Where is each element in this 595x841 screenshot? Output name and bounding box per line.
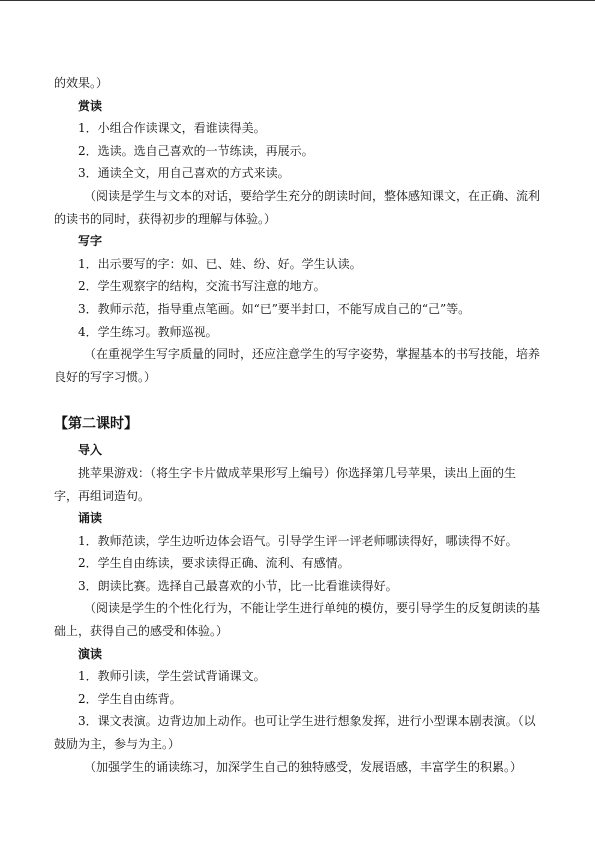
list-item: 3．教师示范，指导重点笔画。如“已”要半封口，不能写成自己的“己”等。 (78, 301, 471, 316)
list-item: 2．学生自由练读，要求读得正确、流利、有感情。 (78, 556, 350, 571)
note-line: （阅读是学生与文本的对话，要给学生充分的朗读时间，整体感知课文，在正确、流利 (84, 188, 541, 203)
list-item: 1．小组合作读课文，看谁读得美。 (78, 121, 266, 136)
note-line: 的读书的同时，获得初步的理解与体验。） (54, 211, 277, 226)
intro-text: 挑苹果游戏：（将生字卡片做成苹果形写上编号）你选择第几号苹果，读出上面的生 (78, 465, 517, 480)
lesson-title: 【第二课时】 (54, 416, 138, 433)
intro-text: 字，再组词造句。 (54, 488, 151, 503)
list-item: 2．学生观察字的结构，交流书写注意的地方。 (78, 279, 326, 294)
list-item-continuation: 鼓励为主，参与为主。） (54, 737, 181, 752)
note-line: （加强学生的诵读练习，加深学生自己的独特感受，发展语感，丰富学生的积累。） (84, 759, 523, 774)
section-heading-intro: 导入 (78, 443, 103, 458)
document-body (54, 72, 544, 778)
list-item: 1．出示要写的字：如、已、娃、纷、好。学生认读。 (78, 256, 362, 271)
list-item: 1．教师引读，学生尝试背诵课文。 (78, 669, 266, 684)
top-rule (0, 0, 595, 1)
list-item: 1．教师范读，学生边听边体会语气。引导学生评一评老师哪读得好，哪读得不好。 (78, 533, 518, 548)
section-heading-appreciate: 赏读 (78, 98, 103, 113)
list-item: 3．通读全文，用自己喜欢的方式来读。 (78, 166, 290, 181)
section-heading-writing: 写字 (78, 234, 103, 249)
list-item: 3．课文表演。边背边加上动作。也可让学生进行想象发挥，进行小型课本剧表演。（以 (78, 714, 536, 729)
section-heading-perform: 演读 (78, 646, 103, 661)
list-item: 2．学生自由练背。 (78, 691, 182, 706)
note-line: 础上，获得自己的感受和体验。） (54, 624, 229, 639)
list-item: 3．朗读比赛。选择自己最喜欢的小节，比一比看谁读得好。 (78, 578, 398, 593)
note-line: （阅读是学生的个性化行为，不能让学生进行单纯的模仿，要引导学生的反复朗读的基 (84, 601, 541, 616)
list-item: 4．学生练习。教师巡视。 (78, 324, 218, 339)
intro-line: 的效果。） (54, 76, 109, 90)
note-line: 良好的写字习惯。） (54, 369, 157, 384)
note-line: （在重视学生写字质量的同时，还应注意学生的写字姿势，掌握基本的书写技能，培养 (84, 347, 541, 362)
list-item: 2．选读。选自己喜欢的一节练读，再展示。 (78, 143, 314, 158)
section-heading-recite: 诵读 (78, 511, 103, 526)
